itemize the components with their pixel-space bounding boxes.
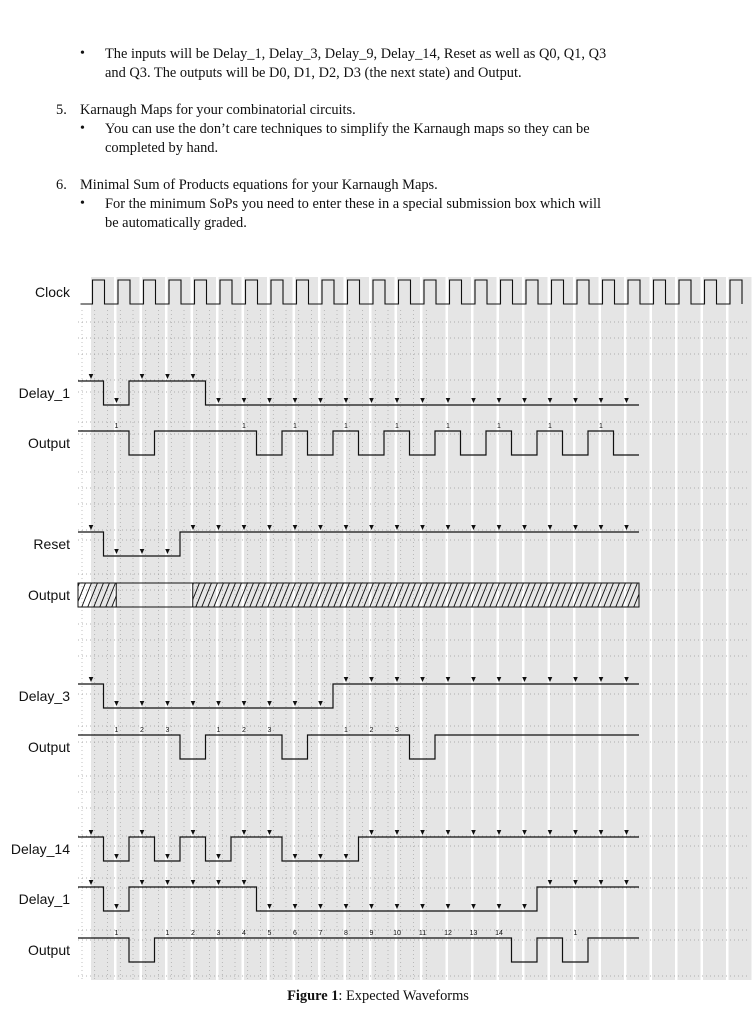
clock-high-band: [525, 277, 548, 980]
cycle-count-label: 1: [242, 423, 246, 430]
cycle-count-label: 3: [165, 727, 170, 734]
cycle-count-label: 1: [395, 423, 399, 430]
cycle-count-label: 1: [114, 423, 119, 430]
undefined-hatch: [193, 583, 639, 607]
cycle-count-label: 1: [165, 930, 170, 937]
signal-label: Delay_14: [10, 841, 70, 857]
signal-label: Output: [27, 587, 70, 603]
cycle-count-label: 1: [573, 930, 578, 937]
signal-label: Output: [27, 435, 70, 451]
item-5-number: 5.: [56, 102, 67, 118]
clock-high-band: [474, 277, 497, 980]
cycle-count-label: 1: [446, 423, 450, 430]
signal-label: Delay_1: [18, 385, 70, 401]
inputs-line-2: and Q3. The outputs will be D0, D1, D2, D3 (the next state) and Output.: [105, 65, 522, 81]
cycle-count-label: 2: [369, 727, 374, 734]
inputs-line-1: The inputs will be Delay_1, Delay_3, Delay_9, Delay_14, Reset as well as Q0, Q1, Q3: [105, 46, 607, 62]
cycle-count-label: 12: [444, 930, 452, 937]
clock-high-band: [652, 277, 675, 980]
clock-label: Clock: [34, 284, 70, 300]
cycle-count-label: 6: [293, 930, 297, 937]
clock-high-band: [499, 277, 522, 980]
signal-label: Reset: [33, 536, 70, 552]
signal-label: Output: [27, 942, 70, 958]
cycle-count-label: 3: [395, 727, 399, 734]
item-5-title: Karnaugh Maps for your combinatorial circuits.: [80, 102, 356, 118]
item-6-sub-line-1: For the minimum SoPs you need to enter these in a special submission box which will: [105, 196, 602, 212]
cycle-count-label: 14: [495, 930, 503, 937]
undefined-hatch: [78, 583, 116, 607]
cycle-count-label: 1: [114, 727, 119, 734]
cycle-count-label: 1: [497, 423, 501, 430]
cycle-count-label: 1: [344, 423, 348, 430]
signal-label: Delay_3: [18, 688, 70, 704]
item-5-sub-line-2: completed by hand.: [105, 140, 219, 156]
item-6-sub-line-2: be automatically graded.: [105, 215, 247, 231]
cycle-count-label: 5: [267, 930, 272, 937]
cycle-count-label: 1: [548, 423, 552, 430]
cycle-count-label: 1: [216, 727, 221, 734]
item-6-number: 6.: [56, 177, 67, 193]
clock-high-band: [448, 277, 471, 980]
item-5-sub-line-1: You can use the don’t care techniques to simplify the Karnaugh maps so they can be: [105, 121, 590, 137]
clock-high-band: [678, 277, 701, 980]
figure-caption-number: Figure 1: [287, 988, 339, 1004]
cycle-count-label: 8: [344, 930, 348, 937]
cycle-count-label: 2: [242, 727, 246, 734]
bullet-dot: •: [80, 196, 85, 211]
item-6-title: Minimal Sum of Products equations for your Karnaugh Maps.: [80, 177, 438, 193]
cycle-count-label: 3: [216, 930, 221, 937]
cycle-count-label: 9: [369, 930, 374, 937]
clock-high-band: [729, 277, 752, 980]
clock-high-band: [550, 277, 573, 980]
cycle-count-label: 11: [418, 930, 427, 937]
bullet-dot: •: [80, 46, 85, 61]
cycle-count-label: 4: [242, 930, 246, 937]
cycle-count-label: 13: [469, 930, 478, 937]
clock-high-band: [703, 277, 726, 980]
clock-high-band: [601, 277, 624, 980]
signal-label: Output: [27, 739, 70, 755]
signal-label: Delay_1: [18, 891, 70, 907]
cycle-count-label: 1: [114, 930, 119, 937]
cycle-count-label: 10: [393, 930, 401, 937]
bullet-dot: •: [80, 121, 85, 136]
cycle-count-label: 3: [267, 727, 272, 734]
figure-caption-text: : Expected Waveforms: [338, 988, 469, 1004]
cycle-count-label: 1: [293, 423, 297, 430]
cycle-count-label: 2: [191, 930, 195, 937]
clock-high-band: [573, 277, 599, 980]
cycle-count-label: 2: [140, 727, 144, 734]
figure-caption: [0, 988, 756, 1005]
clock-high-band: [627, 277, 650, 980]
cycle-count-label: 1: [599, 423, 603, 430]
cycle-count-label: 7: [318, 930, 323, 937]
cycle-count-label: 1: [344, 727, 348, 734]
